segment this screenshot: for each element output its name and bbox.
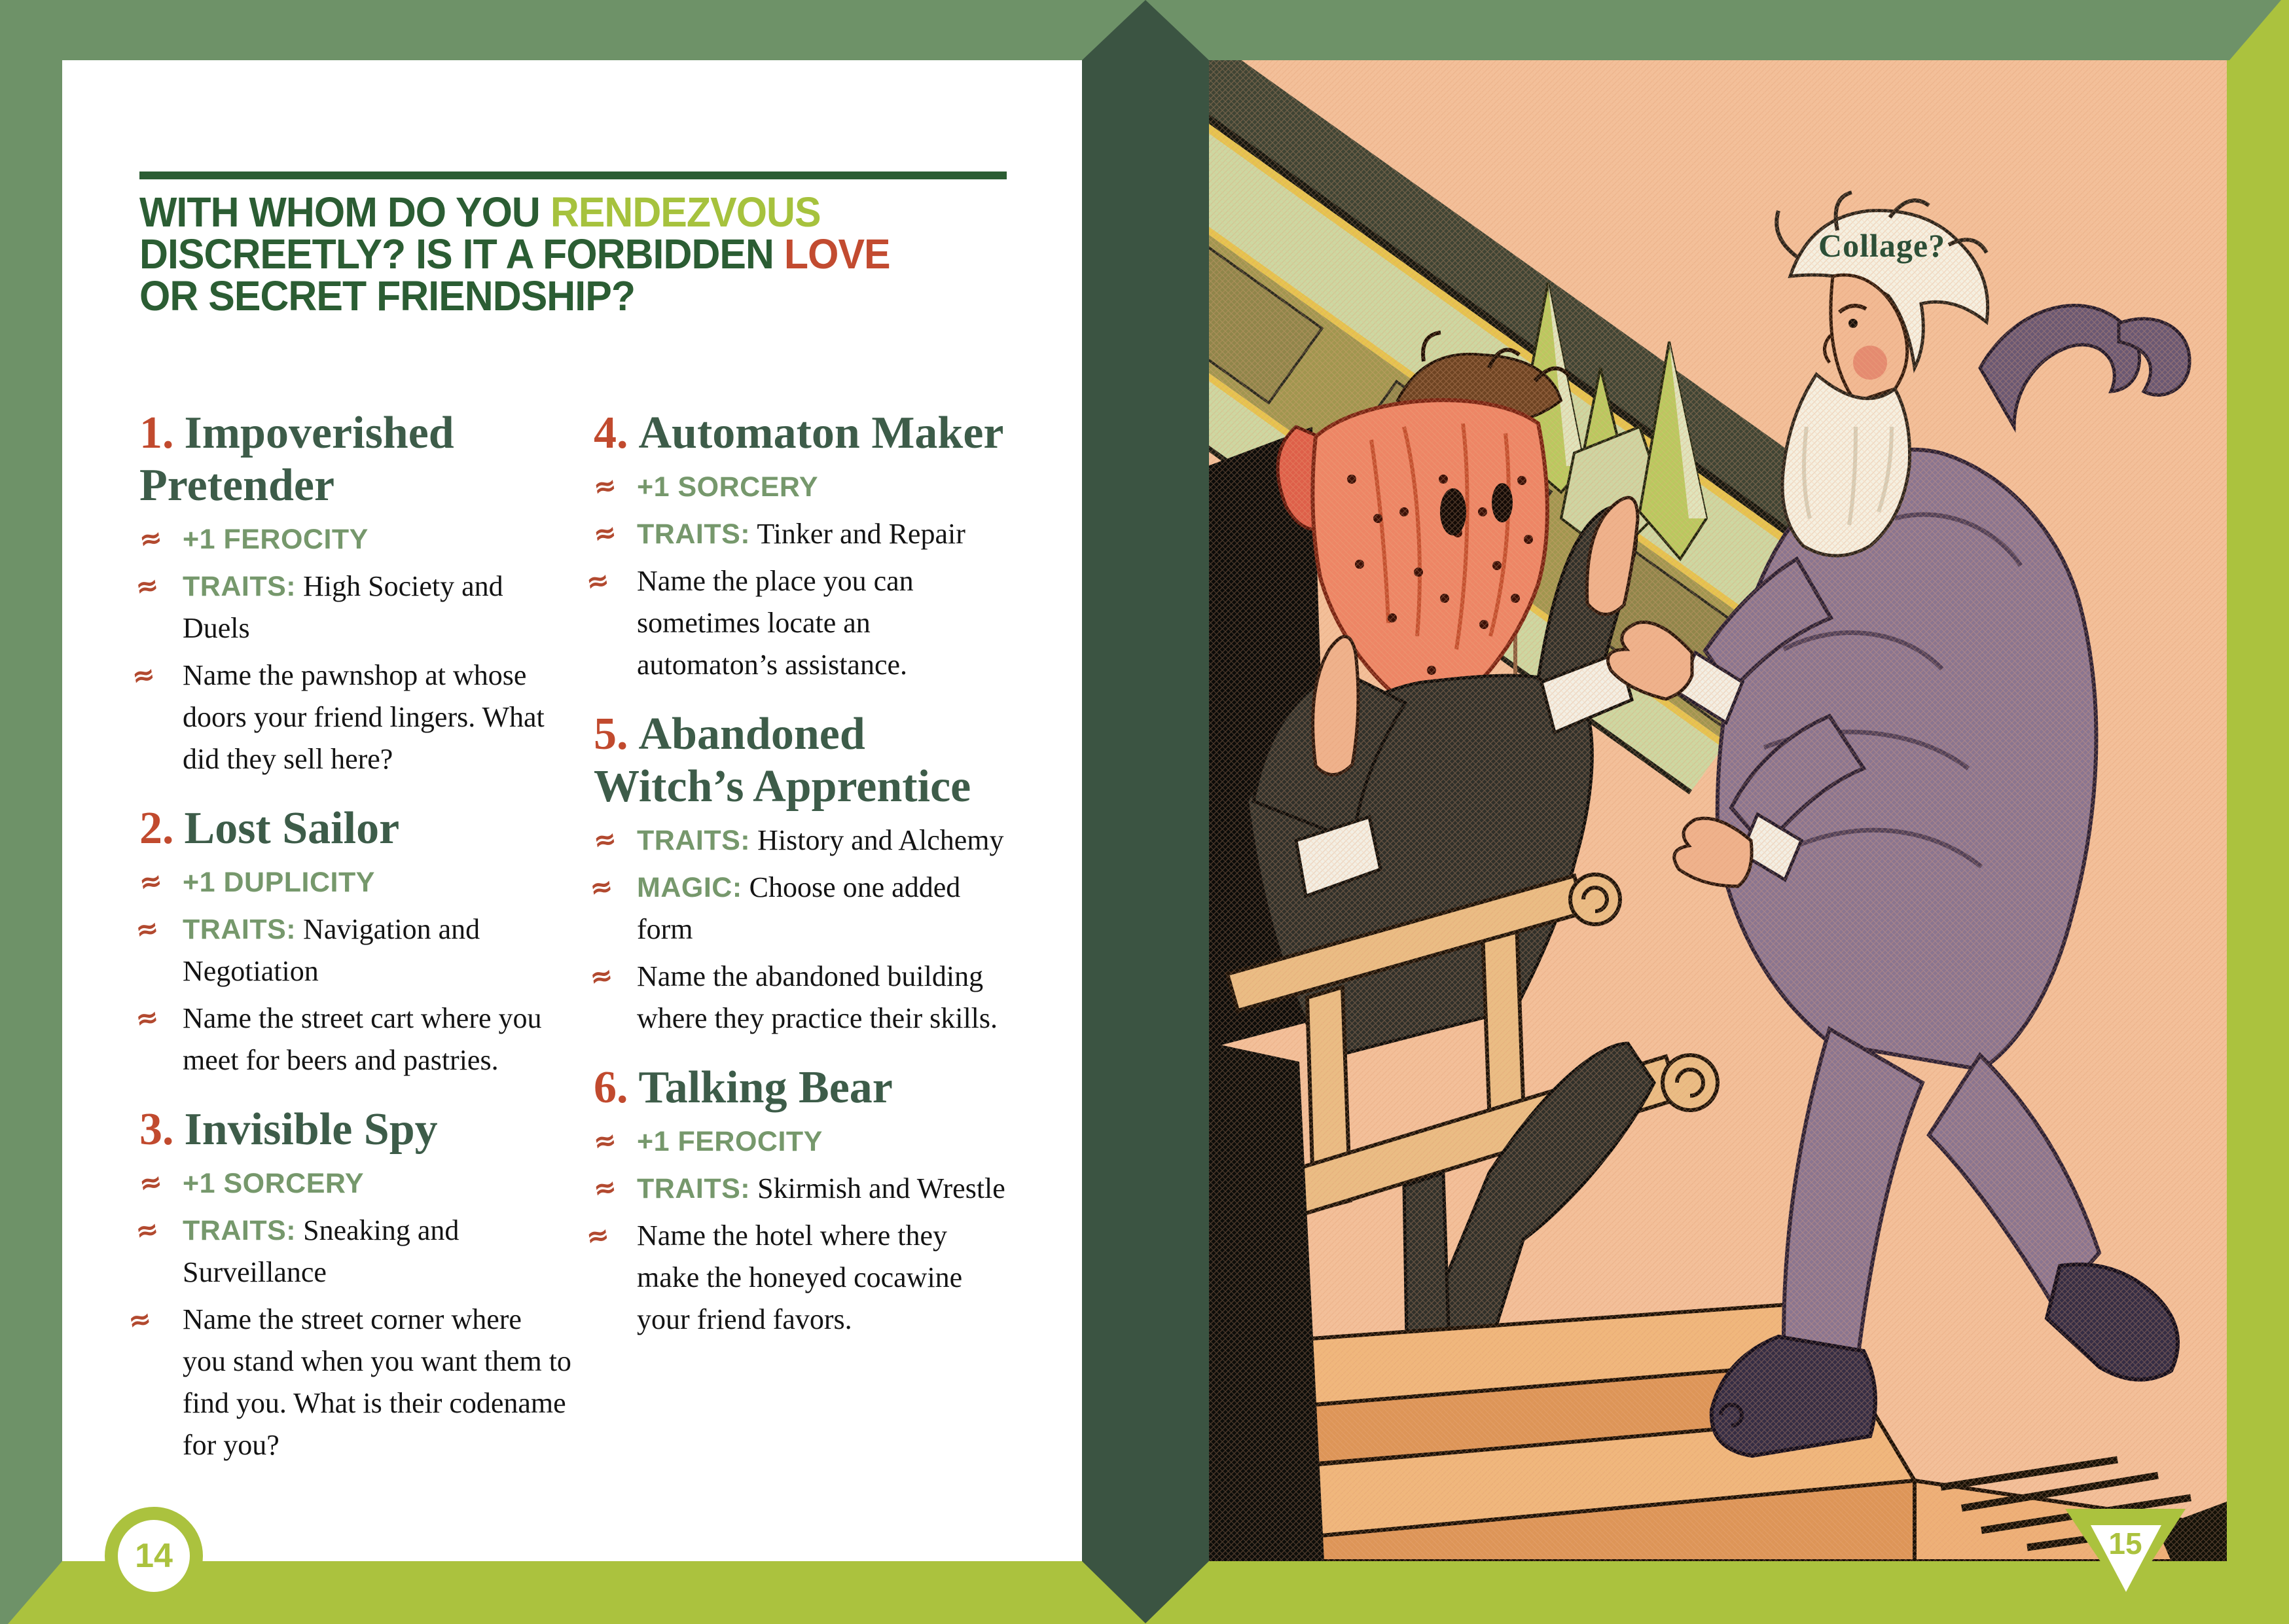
squiggle-bullet-icon: ≈ [136, 520, 165, 556]
heading-line-2: DISCREETLY? IS IT A FORBIDDEN LOVE [139, 230, 890, 278]
bullet-row: ≈ TRAITS: Sneaking and Surveillance [139, 1210, 571, 1293]
item-number: 2. [139, 803, 174, 854]
item-number: 6. [594, 1062, 628, 1113]
halftone-texture [1208, 60, 2227, 1561]
page-heading [139, 191, 1022, 317]
squiggle-bullet-icon: ≈ [587, 958, 616, 994]
page-number-left: 14 [135, 1537, 173, 1575]
item-number: 3. [139, 1104, 174, 1155]
frame-right-band [2226, 0, 2289, 1624]
squiggle-bullet-icon: ≈ [590, 1123, 619, 1159]
bullet-row: ≈ MAGIC: Choose one added form [594, 867, 1016, 950]
bullet-row: ≈ +1 SORCERY [139, 1163, 571, 1204]
squiggle-bullet-icon: ≈ [590, 468, 619, 504]
list-item [583, 407, 1016, 691]
spine-arrow-band [1082, 0, 1209, 1624]
heading-rule [139, 171, 1007, 179]
squiggle-bullet-icon: ≈ [136, 1164, 165, 1200]
bullet-row: ≈ +1 FEROCITY [594, 1121, 1016, 1163]
options-column-1 [125, 407, 571, 1489]
squiggle-bullet-icon: ≈ [133, 1000, 162, 1036]
list-item [133, 803, 571, 1087]
bullet-row: ≈ TRAITS: Tinker and Repair [594, 513, 1016, 555]
left-page [62, 60, 1083, 1561]
page-number-triangle [2065, 1509, 2186, 1600]
bullet-row: ≈ Name the street cart where you meet for beers and pastries. [139, 998, 571, 1081]
item-number: 5. [594, 709, 628, 759]
bullet-row: ≈ Name the hotel where they make the honeyed cocawine your friend favors. [594, 1215, 1016, 1341]
item-title: 2. Lost Sailor [139, 803, 400, 854]
squiggle-bullet-icon: ≈ [587, 869, 616, 905]
squiggle-bullet-icon: ≈ [133, 1212, 162, 1248]
options-column-2 [583, 407, 1016, 1489]
squiggle-bullet-icon: ≈ [590, 515, 619, 551]
list-item [129, 407, 571, 785]
bullet-row: ≈ Name the place you can sometimes locate an automaton’s assistance. [594, 560, 1016, 686]
squiggle-bullet-icon: ≈ [590, 821, 619, 857]
squiggle-bullet-icon: ≈ [583, 1218, 612, 1254]
squiggle-bullet-icon: ≈ [136, 863, 165, 899]
item-title: 5. Abandoned Witch’s Apprentice [594, 709, 971, 812]
vintage-illustration [1208, 60, 2227, 1561]
list-item [125, 1104, 571, 1471]
bullet-row: ≈ TRAITS: High Society and Duels [139, 566, 571, 649]
bullet-row: ≈ +1 FEROCITY [139, 518, 571, 560]
bullet-row: ≈ TRAITS: Navigation and Negotiation [139, 909, 571, 992]
illustration-page [1208, 60, 2227, 1561]
item-title: 3. Invisible Spy [139, 1104, 438, 1155]
list-item [583, 1062, 1016, 1346]
squiggle-bullet-icon: ≈ [129, 657, 158, 693]
item-title: 6. Talking Bear [594, 1062, 893, 1113]
squiggle-bullet-icon: ≈ [583, 563, 612, 599]
squiggle-bullet-icon: ≈ [590, 1170, 619, 1206]
squiggle-bullet-icon: ≈ [133, 911, 162, 947]
bullet-row: ≈ Name the pawnshop at whose doors your friend lingers. What did they sell here? [139, 655, 571, 780]
item-title: 4. Automaton Maker [594, 408, 1004, 458]
heading-line-3: OR SECRET FRIENDSHIP? [139, 272, 636, 319]
bullet-row: ≈ Name the abandoned building where they practice their skills. [594, 956, 1016, 1039]
options-list [125, 407, 1016, 1489]
frame-left-band [0, 0, 62, 1624]
squiggle-bullet-icon: ≈ [125, 1301, 154, 1338]
bullet-row: ≈ Name the street corner where you stand when you want them to find you. What is their codename for you? [139, 1299, 571, 1466]
item-title: 1. Impoverished Pretender [139, 408, 454, 511]
list-item [587, 708, 1016, 1045]
squiggle-bullet-icon: ≈ [133, 568, 162, 604]
bullet-row: ≈ +1 SORCERY [594, 466, 1016, 508]
item-number: 4. [594, 408, 628, 458]
bullet-row: ≈ TRAITS: History and Alchemy [594, 820, 1016, 861]
page-number-right: 15 [2108, 1526, 2142, 1561]
bullet-row: ≈ TRAITS: Skirmish and Wrestle [594, 1168, 1016, 1210]
bullet-row: ≈ +1 DUPLICITY [139, 861, 571, 903]
heading-line-1: WITH WHOM DO YOU RENDEZVOUS [139, 189, 821, 236]
illustration-caption: Collage? [1818, 227, 1946, 264]
page-number-badge [105, 1507, 203, 1605]
item-number: 1. [139, 408, 174, 458]
